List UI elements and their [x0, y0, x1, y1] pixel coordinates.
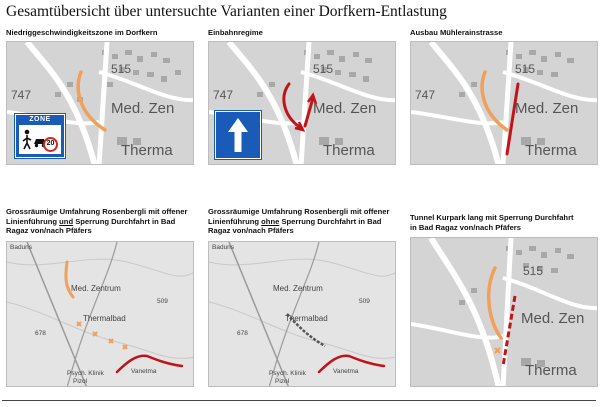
panel-caption-line: Tunnel Kurpark lang mit Sperrung Durchfahrt — [410, 213, 574, 222]
panel-bypass-with-closure — [6, 207, 202, 385]
panel-low-speed-zone — [6, 28, 202, 159]
caption-part: Sperrung Durchfahrt in Bad — [281, 216, 382, 226]
caption-emphasis: ohne — [261, 216, 280, 226]
map-road-number: 515 — [111, 62, 132, 76]
map-label-corner: Baduns — [212, 244, 235, 251]
map-label-top: Med. Zen — [313, 100, 377, 117]
map-label-bottom: Therma — [121, 142, 173, 159]
page-title: Gesamtübersicht über untersuchte Varianten einer Dorfkern-Entlastung — [6, 3, 447, 20]
panel-one-way — [208, 28, 404, 159]
map-label-bottom: Psych. Klinik — [67, 370, 104, 377]
panel-caption-line: Ragaz von/nach Pfäfers — [6, 226, 92, 236]
map-muehlerain — [410, 41, 598, 165]
map-label-place: Vanetma — [333, 368, 359, 375]
map-label-num1: 509 — [157, 298, 168, 305]
zone-sign-inner — [19, 125, 61, 154]
map-label-top: Med. Zentrum — [273, 284, 323, 293]
panel-caption — [410, 213, 600, 232]
caption-emphasis: und — [59, 216, 74, 226]
map-road-number: 515 — [523, 264, 544, 278]
panel-caption-line: Ragaz von/nach Pfäfers — [208, 226, 294, 236]
panel-caption-line: in Bad Ragaz von/nach Pfäfers — [410, 222, 521, 232]
map-label-corner: Baduns — [10, 244, 33, 251]
panel-caption — [6, 207, 202, 236]
panel-caption: Niedriggeschwindigkeitszone im Dorfkern — [6, 28, 158, 37]
map-label-top: Med. Zen — [521, 310, 585, 327]
map-label-top: Med. Zen — [111, 100, 175, 117]
map-label-bottom2: Pizol — [73, 378, 88, 385]
panel-caption: Einbahnregime — [208, 28, 263, 37]
panel-tunnel-kurpark — [410, 213, 600, 379]
caption-part: Linienführung — [208, 216, 260, 226]
up-arrow-icon — [216, 112, 260, 158]
panel-caption — [208, 207, 404, 236]
map-road-number: 515 — [515, 62, 536, 76]
map-label-bottom: Therma — [525, 142, 577, 159]
map-bypass-without-closure — [208, 241, 396, 387]
map-side-number: 747 — [415, 88, 436, 102]
map-bypass-with-closure — [6, 241, 194, 387]
map-label-mid: Thermalbad — [83, 314, 126, 323]
map-side-number: 747 — [213, 88, 234, 102]
zone-label: ZONE — [29, 116, 51, 123]
map-road-number: 515 — [313, 62, 334, 76]
caption-part: Linienführung — [6, 216, 58, 226]
panel-caption-line — [208, 217, 404, 227]
map-low-speed-zone — [6, 41, 194, 165]
map-label-place: Vanetma — [131, 368, 157, 375]
panel-bypass-without-closure — [208, 207, 404, 385]
map-label-num2: 678 — [35, 330, 46, 337]
map-label-bottom: Psych. Klinik — [269, 370, 306, 377]
map-label-mid: Thermalbad — [285, 314, 328, 323]
zone-sign — [15, 114, 65, 158]
map-label-top: Med. Zen — [515, 100, 579, 117]
panel-caption-line: Grossräumige Umfahrung Rosenbergli mit offener — [6, 207, 188, 216]
panel-caption-line — [6, 217, 202, 227]
caption-part: Sperrung Durchfahrt in Bad — [75, 216, 176, 226]
map-label-num1: 509 — [359, 298, 370, 305]
speed-limit-badge: 20 — [43, 137, 58, 152]
map-side-number: 747 — [11, 88, 32, 102]
bottom-rule — [2, 400, 596, 401]
panel-caption-line: Grossräumige Umfahrung Rosenbergli mit offener — [208, 207, 390, 216]
map-label-top: Med. Zentrum — [71, 284, 121, 293]
panel-muehlerain — [410, 28, 600, 159]
map-tunnel-kurpark — [410, 237, 598, 387]
panel-caption: Ausbau Mühlerainstrasse — [410, 28, 503, 37]
map-label-bottom2: Pizol — [275, 378, 290, 385]
map-label-bottom: Therma — [323, 142, 375, 159]
map-label-num2: 678 — [237, 330, 248, 337]
map-label-bottom: Therma — [525, 362, 577, 379]
map-one-way — [208, 41, 396, 165]
one-way-sign — [215, 111, 261, 159]
